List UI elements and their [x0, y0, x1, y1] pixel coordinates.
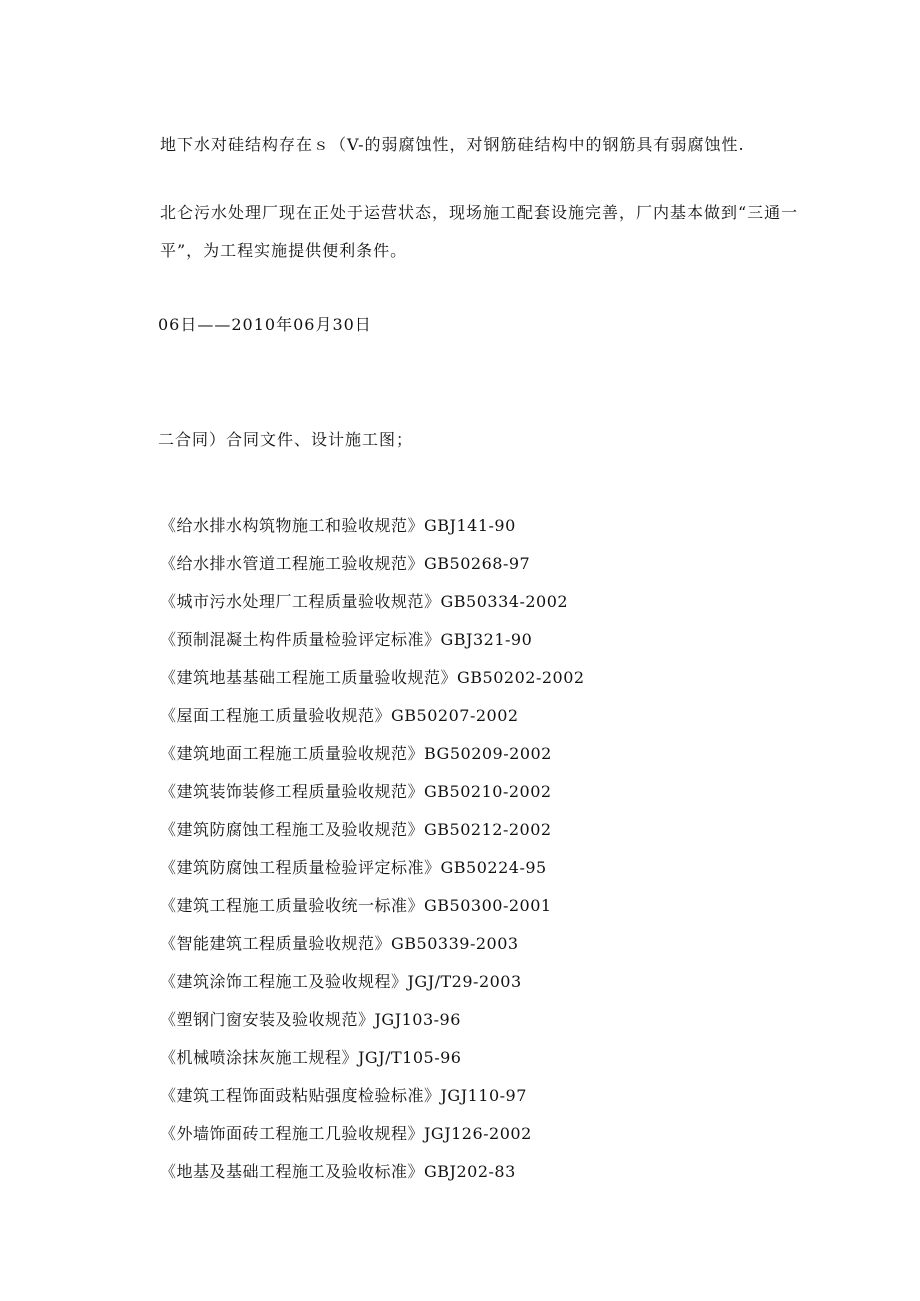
paragraph-site-conditions: 北仑污水处理厂现在正处于运营状态，现场施工配套设施完善，厂内基本做到“三通一平”，为工程实施提供便利条件。: [160, 203, 799, 260]
standard-item: 《建筑装饰装修工程质量验收规范》GB50210-2002: [160, 782, 552, 801]
standard-item: 《建筑地面工程施工质量验收规范》BG50209-2002: [160, 744, 552, 763]
standards-list: [160, 507, 860, 1191]
standard-item: 《给水排水管道工程施工验收规范》GB50268-97: [160, 554, 531, 573]
standard-item: 《屋面工程施工质量验收规范》GB50207-2002: [160, 706, 519, 725]
standard-item: 《给水排水构筑物施工和验收规范》GBJ141-90: [160, 516, 516, 535]
standard-item: 《建筑工程施工质量验收统一标准》GB50300-2001: [160, 896, 552, 915]
paragraph-groundwater: 地下水对硅结构存在ｓ（V-的弱腐蚀性，对钢筋硅结构中的钢筋具有弱腐蚀性.: [160, 135, 745, 154]
standard-item: 《建筑涂饰工程施工及验收规程》JGJ/T29-2003: [160, 972, 522, 991]
standard-item: 《建筑地基基础工程施工质量验收规范》GB50202-2002: [160, 668, 585, 687]
standard-item: 《地基及基础工程施工及验收标准》GBJ202-83: [160, 1162, 516, 1181]
paragraph-contract-documents: 二合同）合同文件、设计施工图；: [158, 430, 414, 449]
standard-item: 《机械喷涂抹灰施工规程》JGJ/T105-96: [160, 1048, 462, 1067]
standard-item: 《塑钢门窗安装及验收规范》JGJ103-96: [160, 1010, 461, 1029]
standard-item: 《智能建筑工程质量验收规范》GB50339-2003: [160, 934, 519, 953]
standard-item: 《建筑工程饰面豉粘贴强度检验标准》JGJ110-97: [160, 1086, 527, 1105]
standard-item: 《预制混凝土构件质量检验评定标准》GBJ321-90: [160, 630, 533, 649]
standard-item: 《建筑防腐蚀工程施工及验收规范》GB50212-2002: [160, 820, 552, 839]
standard-item: 《外墙饰面砖工程施工几验收规程》JGJ126-2002: [160, 1124, 532, 1143]
standard-item: 《建筑防腐蚀工程质量检验评定标准》GB50224-95: [160, 858, 547, 877]
paragraph-schedule-dates: 06日——2010年06月30日: [158, 315, 372, 334]
standard-item: 《城市污水处理厂工程质量验收规范》GB50334-2002: [160, 592, 569, 611]
